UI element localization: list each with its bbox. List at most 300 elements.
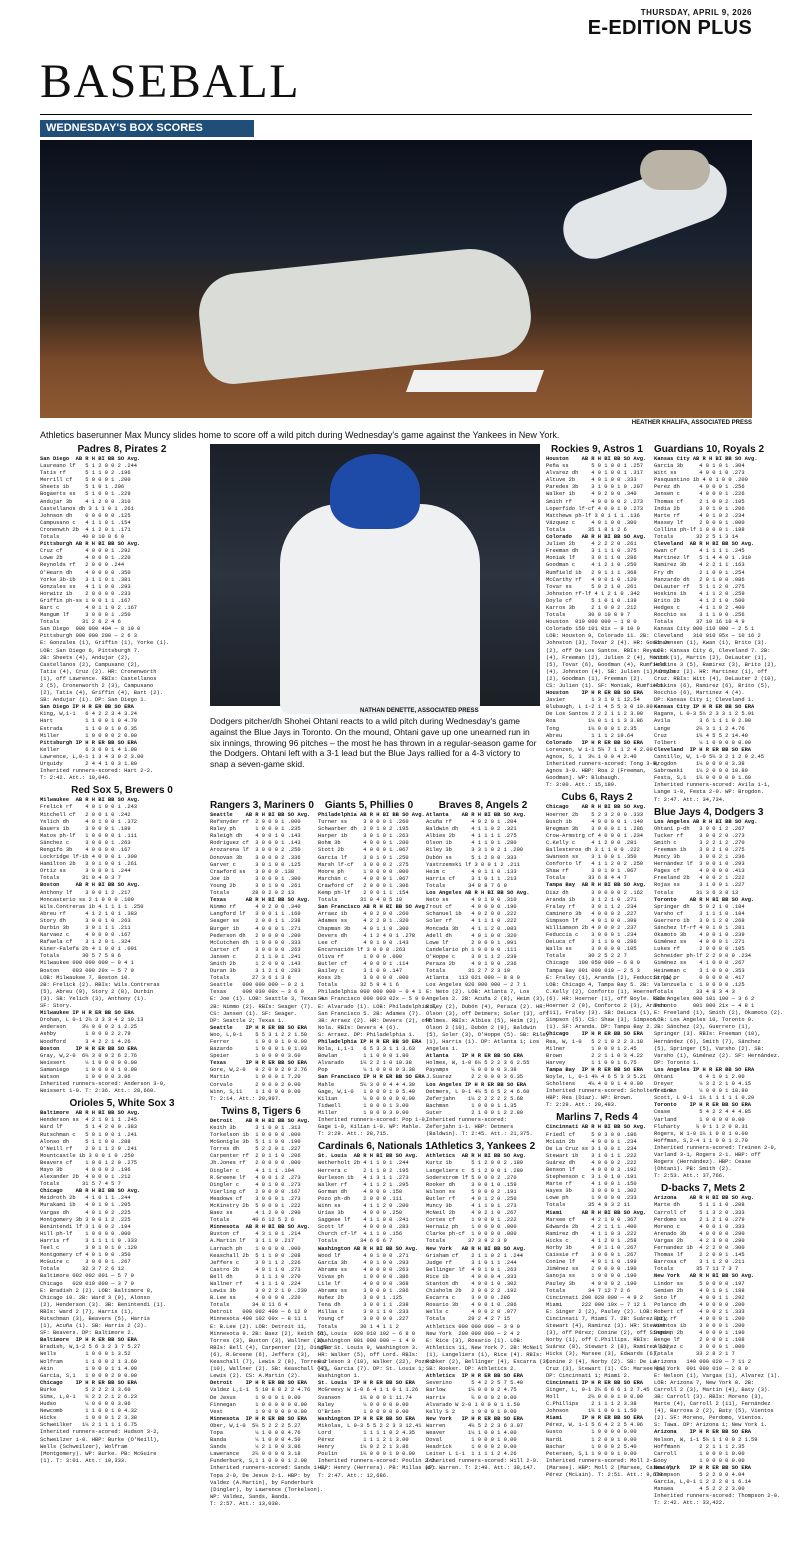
box-score-line: Petersen, S,1 1 0 0 0 1 0.00 [546, 1450, 637, 1457]
box-score-line: Rogers (Hernández). HBP: Cease [654, 1159, 752, 1166]
box-score-line: Detroit AB R H BI BB SO Avg. [210, 1117, 311, 1124]
box-score-line: Leiter L 1-1 1 1 1 1 2 4.26 [426, 1451, 517, 1458]
box-score-line: Altuve 2b 4 0 1 0 0 .333 [546, 477, 637, 484]
box-score-line: 2B: Sánchez (2), Guerrero (1), [654, 1024, 752, 1031]
box-score-line: Smith 2b 1 2 0 0 0 .143 [210, 960, 301, 967]
box-score-line: 2 (5), Cronenworth 2 (3), Campusano [40, 683, 154, 689]
box-score-line: Varland 3-1, Rogers 2-1. HBP: off [654, 1152, 761, 1158]
box-score-line: Johnson 1⅔ 1 0 0 1 1.50 [546, 1408, 637, 1415]
box-score-line: (Baldwin). T: 2:45. Att.: 21,375. [426, 1131, 533, 1138]
box-score-line: Inherited runners-scored: Avila 1-1, [654, 782, 771, 789]
box-score-line: McGonigle 3b 5 1 1 0 0 .190 [210, 1139, 301, 1146]
box-score-line: Anderson 3⅓ 0 0 0 2 1 2.25 [40, 1024, 138, 1031]
box-score-line: Hoerner 2 (9), Conforto 2 (3), Aranda [546, 1003, 666, 1010]
box-score-line: Miami 222 000 10x — 7 12 1 [546, 1301, 647, 1308]
box-score-line: Gage 1-0, Kilian 1-0. WP: Mahle. [318, 1124, 422, 1131]
box-score-line: Hoskins 3 (5), Ramirez (3), Brito (2), [654, 661, 777, 668]
box-score-line: RBIs: Ward 2 (7), Harris (1), [40, 1308, 134, 1315]
box-score-line: DeLauter rf 5 1 1 2 0 .275 [654, 583, 745, 590]
box-score-line: (2), Tatis (4), Griffin (4), Bart (2). [40, 690, 163, 697]
box-score-line: Rosario 3b 4 0 0 1 0 .286 [426, 1302, 517, 1309]
box-score-line: Texas AB R H BI BB SO Avg. [210, 897, 311, 904]
box-score-line: Ashby 1 0 0 0 2 2.79 [40, 1031, 131, 1038]
box-score-line: Seager ss 2 0 0 1 1 .238 [210, 918, 301, 925]
box-score-line: Hernaiz ph 1 0 0 0 0 .000 [426, 1224, 517, 1231]
box-score-line: Los Angeles IP H R ER BB SO ERA [654, 1066, 755, 1073]
box-score-line: Zeferjahn 1⅓ 2 2 2 2 2 5.68 [426, 1095, 524, 1102]
box-score-line: Schneider ph-lf 2 2 0 0 0 .234 [654, 953, 752, 960]
box-score-line: Andujar 3b 4 1 2 0 0 .310 [40, 498, 131, 505]
box-score-line: Larnach ph 1 0 0 0 0 .000 [210, 1245, 301, 1252]
box-score-line: Narvaez c 4 0 0 0 0 .167 [40, 932, 131, 939]
box-score-line: St. Louis AB R H BI BB SO Avg. [318, 1153, 419, 1160]
box-score-line: Reynolds rf 2 0 0 0 .244 [40, 562, 125, 569]
ohtani-photo [210, 444, 540, 706]
box-score-line: Meadows cf 3 0 0 0 1 .273 [210, 1195, 301, 1202]
box-score-line: Thomas lf 2 2 0 0 1 .145 [654, 1252, 745, 1259]
box-score-line: (11), Fraley (3). SB: DeLuca (1), [546, 1010, 653, 1017]
box-score-line: Wetherholt 2b 4 1 1 0 1 .244 [318, 1160, 409, 1167]
section-banner: WEDNESDAY'S BOX SCORES [40, 120, 254, 137]
box-score [210, 800, 327, 1103]
box-score-line: Lawerance 2⅔ 0 0 0 0 3.18 [210, 1451, 301, 1458]
box-score-line: Butler cf 4 0 0 0 1 .114 [318, 960, 409, 967]
box-score-line: Samaniego 1 0 0 0 0 1 0.00 [40, 1066, 138, 1073]
box-score-title: Guardians 10, Royals 2 [654, 444, 765, 455]
box-score-line: T: 2:53. Att.: 37,766. [654, 1173, 726, 1180]
box-score-line: Arizona IP H R ER BB SO ERA [654, 1429, 752, 1436]
box-score-line: Chicago 10. 2B: Ward 3 (9), Alonso [40, 1294, 150, 1301]
box-score-line: Semien 2b 4 0 0 0 1 .190 [654, 1330, 745, 1337]
box-score-line: CS: Julien (1). SF: Moniak, Rumfield. [546, 683, 666, 689]
box-score-line: Minnesota AB R H BI BB SO Avg. [210, 1224, 311, 1231]
box-score-line: Keaschall (7), Lewis 2 (8), Torres 2 [210, 1359, 327, 1366]
box-score-line: Chapman 3b 4 0 1 1 0 .300 [318, 925, 409, 932]
box-score-line: Burleson 3 (10), Walker (22), Pozo 2 [318, 1359, 435, 1366]
box-score-line: Javier 1 3 1 0 1 12.54 [546, 697, 640, 704]
box-score-line: Buxton cf 4 3 1 0 1 .214 [210, 1231, 301, 1238]
box-score-line: Cleveland 310 010 05x — 10 16 2 [654, 633, 761, 640]
box-score-line: Ramirez 3b 4 2 2 1 1 .163 [654, 562, 745, 569]
box-score-line: Blubaugh, L 1-2 1 4 5 5 3 0 10.80 [546, 704, 653, 711]
box-score-line: Moncasterio ss 2 1 0 0 0 .100 [40, 896, 134, 903]
box-score-line: Ballesteros dh 3 1 1 0 0 .222 [546, 846, 640, 853]
box-score-line: LOB: Kansas City 6, Cleveland 7. 2B: [654, 647, 771, 654]
box-score-line: Merrill cf 5 0 0 0 1 .200 [40, 477, 131, 484]
box-score-line: Rocchio (6), Martinez 4 (4). [654, 690, 745, 697]
box-score-line: Yastrzemski lf 3 0 0 1 2 .211 [426, 861, 520, 868]
box-score-line: Tampa Bay 001 000 010 — 2 5 3 [546, 967, 640, 974]
box-score-line: Olson 1b 4 1 1 0 1 .280 [426, 840, 517, 847]
box-score-line: Philadelphia 000 000 000 — 0 4 1 [318, 989, 422, 996]
box-score-line: Marchán c 4 0 0 0 1 .067 [318, 875, 409, 882]
box-score-line: Pozo ph-dh 2 0 0 0 .111 [318, 1195, 403, 1202]
box-score-line: T: 3:00. Att.: 15,189. [546, 782, 618, 789]
publication-date: THURSDAY, APRIL 9, 2026 [640, 8, 752, 17]
box-score-line: Kiner-Falefa 2b 4 1 0 0 1 .091 [40, 946, 138, 953]
box-score-line: Rutschman (3), Beavers (5), Harris [40, 1315, 150, 1322]
box-score-title: Rockies 9, Astros 1 [551, 444, 643, 455]
box-score-line: Alvarez dh 4 0 1 0 0 1 .317 [546, 470, 644, 477]
box-score-line: Cincinnati 7, Miami 7. 2B: Suárez (1), [546, 1315, 669, 1322]
box-score-line: Kemp ph-lf 2 0 0 1 1 .154 [318, 890, 409, 897]
box-score-line: Pérez (McLain). T: 2:51. Att.: 9,639. [546, 1472, 666, 1479]
box-score-line: Vest 1 0 0 0 0 0 0.00 [210, 1408, 308, 1415]
box-score-line: Raleigh dh 4 0 0 1 0 .143 [210, 833, 301, 840]
box-score-line: Bachman 1 0 0 0 1 1.35 [426, 1102, 517, 1109]
box-score-line: Inherited runners-scored: Poulin 2-2. [318, 1458, 438, 1465]
box-score-line: Simpson lf 4 0 1 0 0 .399 [546, 917, 637, 924]
box-score-line: Matthews ph-lf 3 0 1 1 1 .136 [546, 512, 640, 519]
box-score-title: Cubs 6, Rays 2 [561, 792, 633, 804]
box-score-line: Lowe ph 1 0 0 0 0 .233 [546, 1195, 637, 1202]
photo2-credit: NATHAN DENETTE, ASSOCIATED PRESS [360, 708, 479, 714]
box-score-line: Manaea 4 5 2 2 2 3.00 [654, 1486, 745, 1493]
box-score-line: (1), Langeliers (1), Rice (4). RBIs: [426, 1351, 543, 1358]
box-score-line: Candelario ph 1 0 0 0 0 .111 [426, 946, 517, 953]
box-score-line: Sooy 1 0 0 0 0 0.00 [654, 1457, 745, 1464]
box-score-line: Hoskins (6), Ramirez (6), Brito (5), [654, 683, 771, 689]
box-score-line: Detroit 000 002 400 — 6 12 0 [210, 1309, 308, 1316]
box-score-line: Minnesota 400 102 00x — 8 11 1 [210, 1316, 308, 1323]
box-score-line: Lockridge lf-1b 4 0 0 0 1 .300 [40, 854, 138, 861]
box-score-line: Ragans, L 0-3 5⅓ 2 3 3 1 2 5.91 [654, 711, 755, 718]
box-score-line: Norby 3b 4 0 1 1 0 .267 [546, 1245, 637, 1252]
box-score-line: Johnston rf-lf 4 1 2 1 0 .342 [546, 590, 640, 597]
box-score-line: Carter cf 3 0 0 0 0 .263 [210, 946, 301, 953]
box-score-line: Trout cf 4 0 0 0 0 .190 [426, 904, 517, 911]
box-score-line: Vientos 1b 3 0 0 0 1 .200 [654, 1323, 745, 1330]
box-score-line: Gore, W,2-0 9 2 0 0 2 9 2.76 [210, 1067, 308, 1074]
box-score [318, 800, 438, 1138]
box-score-line: McCutchen dh 1 0 0 0 0 .333 [210, 939, 301, 946]
box-score-line: LOB: San Diego 6, Pittsburgh 7. [40, 647, 141, 654]
box-score-line: Robert cf 4 0 0 2 1 .333 [654, 1308, 745, 1315]
box-score-line: Benintendi lf 3 1 0 0 2 .194 [40, 1223, 131, 1230]
box-score-line: Kansas City 000 110 000 — 2 5 1 [654, 626, 755, 633]
box-score-line: Baltimore IP H R ER BB SO ERA [40, 1337, 138, 1344]
box-score-line: SB: Rooker. DP: Athletics 2. [426, 1366, 517, 1373]
box-score-line: Moreno c 4 0 0 1 0 .333 [654, 1223, 745, 1230]
box-score-line: Lord 1 1 1 1 0 2 4.35 [318, 1429, 416, 1436]
box-score-line: Carroll cf 5 1 3 2 0 .333 [654, 1209, 745, 1216]
box-score-line: Bowlan 1 1 0 0 0 1.80 [318, 1053, 409, 1060]
box-score-line: Johnston (3), Tovar 2 (4). HR: Goodman [546, 640, 669, 647]
box-score-line: Olson 2 (10), Dubón 2 (9), Baldwin [426, 1024, 536, 1031]
box-score-line: Atlanta IP H R ER BB SO ERA [426, 1053, 524, 1060]
box-score-line: Weaver 1⅓ 1 0 0 1 4.00 [426, 1429, 517, 1436]
box-score-line: Keith 3b 3 1 0 0 1 .313 [210, 1124, 301, 1131]
box-score-line: Freeman dh 3 1 1 1 0 .375 [546, 548, 637, 555]
box-score-title: Braves 8, Angels 2 [438, 800, 528, 811]
box-score-line: Manzardo dh 2 0 1 0 0 .086 [654, 576, 745, 583]
box-score-line: Colorado 150 101 01x — 9 10 0 [546, 626, 640, 633]
box-score-line: Seattle AB R H BI BB SO Avg. [210, 812, 311, 818]
box-score-line: Varsho (1), Giménez (2). SF: Hernández. [654, 1052, 781, 1059]
box-score-line: Corvalo 2 0 0 0 2 0.00 [210, 1081, 301, 1088]
box-score-line: Burke 5 2 2 2 3 3.60 [40, 1386, 131, 1393]
box-score-line: E: Singer 2 (2), Pauley (2). LOB: [546, 1308, 653, 1315]
box-score-line: Fraley rf 3 0 1 1 2 .234 [546, 903, 637, 910]
box-score-title: Twins 8, Tigers 6 [221, 1105, 301, 1117]
box-score-line: Atlanta AB R H BI BB SO Avg. [426, 812, 527, 818]
box-score-line: DP: Kansas City 1; Cleveland 1. [654, 697, 755, 704]
box-score-line: Newcomb 1 1 0 0 1 0 4.32 [40, 1408, 138, 1415]
box-score-line: Baltimore 002 002 001 — 5 7 0 [40, 1273, 134, 1280]
box-score-line: New York IP H R ER BB SO ERA [654, 1464, 752, 1471]
box-score-line: Dingler c 4 1 1 1 .194 [210, 1167, 295, 1174]
box-score-line: Teel c 3 0 1 0 1 0 .120 [40, 1245, 138, 1252]
box-score-line: Dreyer ⅓ 3 2 2 1 0 4.15 [654, 1081, 752, 1088]
box-score-line: E: Fraley (1), Aranda (2), Feduccia (1). [546, 974, 676, 981]
box-score-line: McCarthy rf 4 0 0 1 0 .120 [546, 576, 637, 583]
box-score-line: Ohtani 6 4 1 0 1 2.00 [654, 1073, 745, 1080]
box-score-line: Totals 32 2 5 1 3 14 [654, 534, 739, 541]
box-score-line: (2), Garcia (7). DP: St. Louis 1; [318, 1366, 425, 1373]
box-score-line: Carpenter rf 2 0 1 1 0 .206 [210, 1153, 301, 1160]
box-score-line: Totals 33 6 8 4 4 7 [546, 875, 627, 882]
box-score-line: Rea, W, 1-0 5 2 1 0 2 2 3.18 [546, 1038, 644, 1045]
box-score-line: Harris ⅔ 0 0 0 2 0.00 [426, 1394, 517, 1401]
box-score-line: De Jesus 1 0 0 0 1 0.00 [210, 1394, 301, 1401]
box-score-line: Boyle, L, 0-1 4⅔ 4 6 5 3 3 5.21 [546, 1073, 647, 1080]
box-score-line: LOB: Milwaukee 7, Boston 10. [40, 974, 131, 981]
box-score-line: T: 2:57. Att.: 13,038. [210, 1500, 282, 1507]
box-score-line: Young cf 3 0 0 0 0 .227 [318, 1316, 409, 1323]
box-score-line: Freeland 2b 4 0 0 2 1 .222 [654, 875, 745, 882]
box-score-line: Jh.Jones rf 2 0 0 0 0 .000 [210, 1160, 301, 1167]
box-score [426, 800, 549, 1138]
photo1-credit: HEATHER KHALIFA, ASSOCIATED PRESS [631, 420, 752, 426]
box-score-line: Church cf-lf 4 1 1 0 .156 [318, 1231, 403, 1238]
box-score-line: De La Cruz ss 3 1 0 0 1 .234 [546, 1145, 637, 1152]
box-score-line: Nola, L,1-1 6 5 3 3 1 1 3.63 [318, 1046, 416, 1053]
box-score-line: Totals 30 2 5 2 2 7 [546, 953, 627, 960]
box-score-line: Philadelphia AB R H BI BB SO Avg. [318, 812, 425, 818]
masthead [40, 0, 752, 60]
box-score-line: Minnesota 9. 2B: Baez (2), Keith (6), [210, 1330, 330, 1337]
box-score-line: T: 2:47. Att.: 12,686. [318, 1472, 390, 1479]
box-score-line: Kilian ⅓ 0 0 0 0 0 0.00 [318, 1095, 416, 1102]
box-score-line: Goodman). WP: Blubaugh. [546, 775, 621, 782]
box-score-line: Perez dh 4 0 0 0 1 .256 [654, 484, 745, 491]
box-score-line: A.Martin lf 3 1 1 0 .217 [210, 1238, 295, 1245]
box-score-line: Vierling cf 2 0 0 0 0 .167 [210, 1188, 301, 1195]
box-score-line: Acuña rf 4 0 2 0 1 .204 [426, 819, 517, 826]
box-score-line: Lowe lf 2 0 0 0 1 .091 [426, 939, 517, 946]
box-score-line: E: Jensen (1), Kwan (1), Brito (3). [654, 640, 768, 647]
box-score-line: Baty rf 4 0 0 0 1 .200 [654, 1315, 745, 1322]
box-score-line: T: 2:14. Att.: 20,997. [210, 1095, 282, 1102]
box-score-line: Clarke ph-cf 1 0 0 0 0 .000 [426, 1231, 517, 1238]
box-score-line: Muncy 3b 3 0 0 2 1 .236 [654, 854, 745, 861]
box-score-line: Crawford ss 3 0 0 0 .138 [210, 868, 295, 875]
box-score-line: Totals 27 3 6 1 3 8 [210, 975, 291, 982]
shoe-shape [640, 150, 710, 190]
box-score-line: Suárez dh 4 0 0 0 2 .222 [546, 1159, 637, 1166]
box-score-line: DeLuca cf 3 1 1 0 0 .286 [546, 939, 637, 946]
box-score-line: Schwarber dh 2 0 1 0 2 .195 [318, 826, 409, 833]
box-score-line: Giménez ss 4 1 0 0 0 .267 [654, 960, 745, 967]
box-score-line: C.Kelly (2), Conforto (1), Hoerner [546, 988, 656, 995]
box-score-line: (1), Acuña (1). SB: Harris 2 (2). [40, 1323, 147, 1330]
box-score-line: Speier 1 0 0 0 0 3.60 [210, 1053, 301, 1060]
box-score-line: Torkelson 1b 1 0 0 0 0 .000 [210, 1132, 301, 1139]
box-score-line: Rutschman c 5 0 1 0 0 1 .241 [40, 1131, 138, 1138]
box-score-line: Alexander 2b 4 0 0 0 1 .212 [40, 1174, 131, 1181]
box-score-line: Wallner rf 4 1 1 1 0 .224 [210, 1281, 301, 1287]
box-score-line: Peraza 2b 4 0 1 0 0 .236 [426, 960, 517, 967]
box-score-column-4 [426, 800, 553, 1534]
box-score-line: Valenzuela c 1 0 0 0 0 .125 [654, 981, 745, 988]
box-score-line: Riley (2), Dubón (4), Peraza (2). HR: [426, 1003, 546, 1010]
box-score-line: Washington 1. [318, 1373, 361, 1380]
box-score-line: Springer (3). RBIs: Freeman (10), [654, 1031, 761, 1038]
box-score-line: Lorenzen, W 1-1 5⅔ 7 1 1 2 4 2.00 [546, 746, 653, 753]
box-score-line: Totals 32 3 7 2 6 12 [40, 1266, 125, 1273]
box-score-line: Neto ss 4 0 1 0 0 .310 [426, 897, 517, 904]
box-score-line: Mountcastle 1b 3 0 0 1 0 .250 [40, 1152, 134, 1159]
box-score-line: Chicago AB R H BI BB SO Avg. [546, 804, 647, 811]
box-score-line: Stephenson c 3 1 0 1 0 .191 [546, 1174, 637, 1181]
box-score-line: Tucker rf 3 0 0 2 0 .273 [654, 832, 745, 839]
box-score-line: Abrams ss 3 0 0 0 1 .286 [318, 1288, 409, 1295]
box-score-line: Sheets 1b 5 1 0 1 .206 [40, 484, 125, 491]
box-score-line: Pages cf 4 0 0 0 0 .413 [654, 868, 745, 875]
box-score-line: Headrick 1 0 0 0 2 0.00 [426, 1444, 517, 1451]
box-score-line: Alonso dh 5 1 1 0 0 .288 [40, 1138, 131, 1145]
box-score-line: S: Arraez. DP: Philadelphia 1. [318, 1031, 416, 1038]
box-score-line: Yorke 3b-1b 3 1 1 0 1 .381 [40, 576, 131, 583]
box-score-line: Athletics 11, New York 7. 2B: McNeil [426, 1344, 543, 1351]
box-score-line: Nuñez 2b 3 0 0 1 .125 [318, 1295, 403, 1302]
box-score-line: Varsho cf 3 1 1 1 0 .184 [654, 910, 745, 917]
box-score-line: Swanson ss 3 1 0 0 1 .350 [546, 854, 637, 861]
box-score-line: Philadelphia IP H R ER BB SO ERA [318, 1039, 422, 1045]
box-score-line: Chicago IP H R ER BB SO ERA [546, 1031, 644, 1038]
box-score [654, 444, 777, 804]
box-score-line: LOB: Chicago 4, Tampa Bay 5. 2B: [546, 981, 650, 988]
box-score-line: San Diego IP H R ER BB SO ERA [40, 704, 134, 711]
box-score-line: Henry 1⅓ 0 2 2 1 3.86 [318, 1444, 409, 1451]
box-score-line: Inherited runners-scored: [426, 1117, 507, 1124]
box-score-line: Goodman c 4 1 2 1 0 .250 [546, 562, 637, 569]
box-score-line: Thompson 5 2 2 0 0 4.04 [654, 1472, 745, 1479]
box-score-line: Montgomery 3b 3 0 0 1 2 .225 [40, 1216, 131, 1223]
box-score-line: Millas c 3 0 1 1 0 .233 [318, 1309, 409, 1316]
box-score-line: Inherited runners-scored: Moll 2-1 [546, 1457, 656, 1464]
box-score-line: Rogers, W 1-0 1⅔ 1 0 0 1 0.00 [654, 1130, 748, 1137]
box-score-line: Gage, W,1-0 1 0 0 0 1 0 5.40 [318, 1088, 416, 1095]
box-score-line: Koss 2b 3 0 0 0 0 .000 [318, 975, 409, 982]
box-score-line: (4), Johnston (4). SB: Julien (1), Doyle [546, 668, 676, 675]
box-score-line: Marte rf 4 1 0 0 1 .150 [546, 1181, 637, 1188]
box-score-line: Tidwell 1 0 0 0 1 3.00 [318, 1102, 409, 1109]
box-score-line: Stott 2b 4 0 0 0 1 .067 [318, 847, 409, 854]
box-score-line: New York AB R H BI BB SO Avg. [426, 1245, 527, 1252]
box-score-line: Perdomo ss 2 1 2 1 0 .279 [654, 1216, 745, 1223]
box-score-line: Mikolas, L 0-3 5 5 2 2 3 3 12.41 [318, 1422, 422, 1429]
box-score-line: Weissert 1-0. T: 2:36. Att.: 28,660. [40, 1088, 157, 1095]
box-score-line: Chicago IP H R ER BB SO ERA [40, 1379, 138, 1386]
box-score-line: WP: Valdez, Sands, Banda. [210, 1493, 291, 1500]
box-score-line: Brogdon 1⅓ 0 0 0 0 3.38 [654, 761, 745, 768]
box-score-column-3 [318, 800, 438, 1534]
box-score-line: Inherited runners-scored: Scholtens 1-0. [546, 1088, 676, 1095]
box-score-line: Weissert ⅓ 1 0 0 0 0 0.00 [40, 1059, 138, 1066]
box-score-line: Houston AB R H BI BB SO Avg. [546, 456, 647, 462]
box-score-line: Massey lf 2 0 0 0 1 .000 [654, 519, 745, 526]
box-score-line: Tatis rf 5 1 1 0 2 .196 [40, 470, 131, 477]
box-score-line: Tena dh 3 0 0 1 1 .238 [318, 1302, 409, 1309]
box-score-line: Miller 1 0 0 0 3 0.00 [318, 1109, 409, 1116]
box-score-line: Milwaukee AB R H BI BB SO Avg. [40, 797, 141, 804]
box-score-line: Julien 2b 4 2 2 2 0 .261 [546, 541, 637, 548]
box-score-line: St. Louis IP H R ER BB SO ERA [318, 1380, 416, 1387]
box-score-line: Colorado IP H R ER BB SO ERA [546, 739, 644, 746]
box-score-line: Tatis (4), Cruz (2). HR: Cronenworth [40, 668, 157, 675]
box-score [40, 444, 204, 782]
box-score-line: Toronto AB R H BI BB SO Avg. [654, 896, 755, 903]
box-score-line: Adell dh 4 0 1 0 0 .320 [426, 932, 517, 939]
box-score-line: Dubón ss 5 1 2 0 0 .333 [426, 854, 517, 861]
box-score-line: Bailey c 3 1 0 0 .147 [318, 968, 403, 975]
box-score-line: New York AB R H BI BB SO Avg. [654, 1273, 755, 1280]
box-score-title: Athletics 3, Yankees 2 [430, 1141, 536, 1153]
box-score-line: Nola. RBIs: Devers 4 (6). [318, 1024, 399, 1031]
box-score-line: Rooker dh 3 0 0 1 0 .159 [426, 1181, 517, 1188]
box-score-line: Los Angeles 000 101 100 — 3 6 2 [654, 995, 755, 1002]
box-score-line: Boston IP H R ER BB SO ERA [40, 1045, 138, 1052]
box-score-line: Bogaerts ss 5 1 0 0 1 .229 [40, 491, 131, 498]
box-score-line: 2B: Nimmo (2). RBIs: Seager (7). [210, 1003, 314, 1010]
box-score-line: O'Neill rf 2 0 1 1 2 0 .241 [40, 1145, 138, 1152]
box-score [318, 1141, 438, 1479]
box-score-line: (1). SF: Aranda. DP: Tampa Bay 2. [546, 1024, 653, 1031]
box-score-line: Brown 2 2 1 1 0 3 4.22 [546, 1052, 644, 1059]
box-score-line: Tampa Bay IP H R ER BB SO ERA [546, 1066, 644, 1073]
box-score-line: Kwan cf 4 1 1 1 1 .245 [654, 548, 745, 555]
box-score-line: McGuire c 3 0 0 0 1 .267 [40, 1259, 131, 1266]
box-score-line: Baez ss 4 1 2 0 0 .290 [210, 1210, 301, 1217]
box-score [654, 1183, 781, 1507]
box-score-line: Cleveland IP H R ER BB SO ERA [654, 746, 752, 753]
box-score-line: E: B.Lee (2). LOB: Detroit 11, [210, 1323, 308, 1330]
box-score-line: Bohm 3b 4 0 0 0 1 .200 [318, 840, 409, 847]
box-score-line: Schanuel 1b 4 0 2 0 0 .222 [426, 911, 517, 918]
box-score-line: Heineman c 3 1 0 0 0 .353 [654, 967, 745, 974]
box-score-line: Milwaukee 000 000 000 — 0 4 1 [40, 960, 134, 967]
box-score-line: Jiménez ss 2 0 0 0 0 .190 [546, 1266, 637, 1273]
box-score-line: Burger 1b 4 0 0 0 1 .271 [210, 925, 301, 932]
box-score-line: Escarra c 3 0 0 0 .286 [426, 1295, 511, 1302]
box-score-line: Soto lf 4 0 0 1 1 .292 [654, 1294, 745, 1301]
box-score-line: 2B: Frelick (2). RBIs: Wils.Contreras [40, 981, 160, 988]
box-score-line: Detroit IP H R ER BB SO ERA [210, 1380, 308, 1387]
box-score-line: Moniak lf 3 0 1 1 0 .286 [546, 555, 637, 562]
box-score-line: Suter 2 1 0 0 1 2 2.89 [426, 1109, 524, 1116]
box-score-line: Totals 33 2 8 2 1 7 [654, 1351, 735, 1358]
box-score-line: Garver c 3 0 1 0 0 .125 [210, 861, 301, 868]
box-score-line: Garcia 3b 4 0 1 0 1 .304 [654, 463, 745, 470]
box-score-line: Arraez 1b 4 0 2 0 0 .260 [318, 911, 409, 918]
box-score-column-1 [40, 444, 204, 1534]
edition-label: E-EDITION PLUS [587, 17, 752, 39]
box-score-line: Springer dh 5 0 2 1 0 .184 [654, 903, 745, 910]
box-score-line: Castro 2b 4 0 1 1 0 .273 [210, 1266, 301, 1273]
box-score-line: Totals 31 0 4 0 5 10 [318, 897, 403, 904]
box-score-line: New York IP H R ER BB SO ERA [426, 1415, 524, 1422]
